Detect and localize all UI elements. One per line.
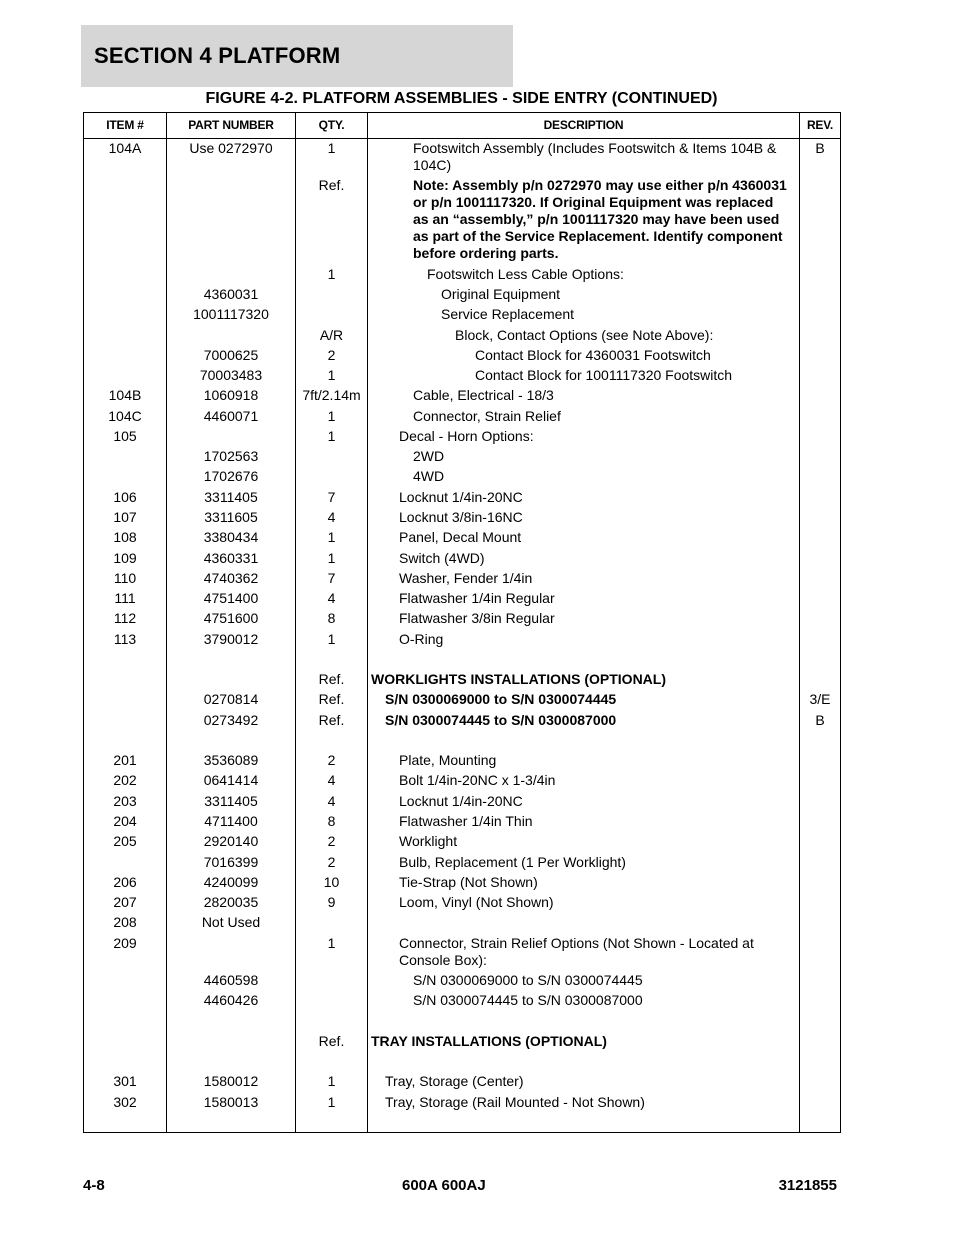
description-cell: Flatwasher 1/4in Thin [399, 813, 533, 829]
item-cell: 202 [113, 772, 137, 788]
item-cell: 112 [113, 610, 137, 626]
qty-cell: 1 [327, 140, 336, 156]
description-cell: 2WD [413, 448, 445, 464]
qty-cell: A/R [319, 327, 344, 343]
item-cell: 109 [113, 550, 137, 566]
part-number-cell: 3311605 [204, 509, 258, 525]
item-cell: 302 [113, 1094, 137, 1110]
item-cell: 301 [113, 1073, 137, 1089]
description-cell: Bolt 1/4in-20NC x 1-3/4in [399, 772, 556, 788]
qty-cell: 1 [327, 1094, 336, 1110]
description-cell: Tie-Strap (Not Shown) [399, 874, 538, 890]
qty-cell: 2 [327, 752, 336, 768]
qty-cell: 9 [327, 894, 336, 910]
column-divider [799, 113, 800, 1132]
qty-cell: 8 [327, 610, 336, 626]
part-number-cell: 4751400 [203, 590, 259, 606]
item-cell: 208 [113, 914, 137, 930]
description-cell: Switch (4WD) [399, 550, 485, 566]
qty-cell: 4 [327, 772, 336, 788]
description-cell: Locknut 1/4in-20NC [399, 489, 523, 505]
qty-cell: 4 [327, 793, 336, 809]
rev-cell: B [815, 140, 825, 156]
part-number-cell: 3536089 [203, 752, 259, 768]
description-cell: Washer, Fender 1/4in [399, 570, 533, 586]
qty-cell: 4 [327, 509, 336, 525]
item-cell: 113 [113, 631, 137, 647]
description-cell: TRAY INSTALLATIONS (OPTIONAL) [371, 1033, 607, 1049]
part-number-cell: 1580012 [203, 1073, 259, 1089]
description-cell: Plate, Mounting [399, 752, 497, 768]
qty-cell: 7 [327, 489, 336, 505]
description-cell: Bulb, Replacement (1 Per Worklight) [399, 854, 626, 870]
description-cell: Flatwasher 3/8in Regular [399, 610, 555, 626]
part-number-cell: 7000625 [203, 347, 259, 363]
rev-cell: B [815, 712, 825, 728]
header-qty: QTY. [318, 118, 345, 132]
qty-cell: 1 [327, 550, 336, 566]
description-cell: Original Equipment [441, 286, 561, 302]
part-number-cell: 4360331 [203, 550, 259, 566]
part-number-cell: 4711400 [204, 813, 258, 829]
qty-cell: Ref. [318, 712, 345, 728]
item-cell: 107 [113, 509, 137, 525]
description-cell: S/N 0300074445 to S/N 0300087000 [385, 712, 617, 728]
description-cell: Flatwasher 1/4in Regular [399, 590, 555, 606]
description-cell: Contact Block for 4360031 Footswitch [475, 347, 711, 363]
header-item: ITEM # [106, 118, 144, 132]
item-cell: 205 [113, 833, 137, 849]
part-number-cell: 4740362 [203, 570, 259, 586]
qty-cell: 7ft/2.14m [302, 387, 361, 403]
description-cell: Worklight [399, 833, 458, 849]
item-cell: 204 [113, 813, 137, 829]
item-cell: 203 [113, 793, 137, 809]
header-rev: REV. [806, 118, 834, 132]
parts-table [83, 112, 841, 1133]
description-cell: Loom, Vinyl (Not Shown) [399, 894, 554, 910]
item-cell: 104C [108, 408, 142, 424]
description-cell: Block, Contact Options (see Note Above): [455, 327, 714, 343]
part-number-cell: 4460426 [203, 992, 259, 1008]
qty-cell: Ref. [318, 177, 345, 193]
part-number-cell: 0273492 [203, 712, 259, 728]
description-cell: Connector, Strain Relief [413, 408, 561, 424]
item-cell: 108 [113, 529, 137, 545]
description-cell: S/N 0300074445 to S/N 0300087000 [413, 992, 643, 1008]
part-number-cell: 3311405 [204, 489, 258, 505]
section-header [81, 25, 513, 87]
qty-cell: 10 [323, 874, 340, 890]
description-cell: Decal - Horn Options: [399, 428, 534, 444]
qty-cell: 2 [327, 347, 336, 363]
qty-cell: 2 [327, 854, 336, 870]
item-cell: 209 [113, 935, 137, 951]
description-cell: Service Replacement [441, 306, 575, 322]
footer-model: 600A 600AJ [402, 1177, 486, 1194]
description-cell: 4WD [413, 468, 445, 484]
footer-doc-number: 3121855 [778, 1177, 837, 1194]
section-title: SECTION 4 PLATFORM [94, 43, 341, 68]
qty-cell: 1 [327, 266, 336, 282]
description-cell: Panel, Decal Mount [399, 529, 522, 545]
description-cell: Cable, Electrical - 18/3 [413, 387, 554, 403]
description-cell: O-Ring [399, 631, 444, 647]
qty-cell: 1 [327, 367, 336, 383]
item-cell: 111 [114, 590, 136, 606]
description-cell: Connector, Strain Relief Options (Not Shown - Located at Console Box): [399, 935, 754, 968]
part-number-cell: 70003483 [199, 367, 263, 383]
column-divider [367, 113, 368, 1132]
part-number-cell: 3380434 [203, 529, 259, 545]
qty-cell: 4 [327, 590, 336, 606]
item-cell: 104A [108, 140, 142, 156]
qty-cell: Ref. [318, 1033, 345, 1049]
header-description: DESCRIPTION [543, 118, 624, 132]
part-number-cell: 3790012 [203, 631, 259, 647]
rev-cell: 3/E [809, 691, 831, 707]
description-cell: WORKLIGHTS INSTALLATIONS (OPTIONAL) [371, 671, 667, 687]
qty-cell: Ref. [318, 671, 345, 687]
qty-cell: 1 [327, 1073, 336, 1089]
part-number-cell: 4360031 [203, 286, 259, 302]
part-number-cell: 4460071 [203, 408, 259, 424]
part-number-cell: Use 0272970 [189, 140, 273, 156]
header-part-number: PART NUMBER [188, 118, 274, 132]
qty-cell: 1 [327, 935, 336, 951]
part-number-cell: Not Used [201, 914, 261, 930]
qty-cell: 1 [327, 529, 336, 545]
description-cell: S/N 0300069000 to S/N 0300074445 [413, 972, 643, 988]
description-cell: Footswitch Assembly (Includes Footswitch & Items 104B & 104C) [413, 140, 777, 173]
qty-cell: 1 [327, 408, 336, 424]
description-cell: Tray, Storage (Center) [385, 1073, 524, 1089]
part-number-cell: 4460598 [203, 972, 259, 988]
part-number-cell: 1580013 [203, 1094, 259, 1110]
part-number-cell: 0270814 [203, 691, 259, 707]
description-cell: Locknut 1/4in-20NC [399, 793, 523, 809]
item-cell: 105 [113, 428, 137, 444]
part-number-cell: 7016399 [203, 854, 259, 870]
qty-cell: 1 [327, 428, 336, 444]
description-cell: Footswitch Less Cable Options: [427, 266, 624, 282]
item-cell: 206 [113, 874, 137, 890]
qty-cell: 7 [327, 570, 336, 586]
item-cell: 110 [113, 570, 137, 586]
description-cell: Contact Block for 1001117320 Footswitch [475, 367, 733, 383]
part-number-cell: 2920140 [203, 833, 259, 849]
part-number-cell: 1001117320 [193, 306, 269, 322]
part-number-cell: 4751600 [203, 610, 259, 626]
item-cell: 106 [113, 489, 137, 505]
part-number-cell: 0641414 [203, 772, 259, 788]
qty-cell: 1 [327, 631, 336, 647]
description-cell: Locknut 3/8in-16NC [399, 509, 523, 525]
part-number-cell: 3311405 [204, 793, 258, 809]
header-divider [84, 138, 840, 139]
part-number-cell: 4240099 [203, 874, 259, 890]
qty-cell: 2 [327, 833, 336, 849]
description-cell: S/N 0300069000 to S/N 0300074445 [385, 691, 617, 707]
qty-cell: 8 [327, 813, 336, 829]
footer-page-number: 4-8 [83, 1177, 105, 1194]
figure-title: FIGURE 4-2. PLATFORM ASSEMBLIES - SIDE ENTRY (CONTINUED) [205, 90, 718, 107]
part-number-cell: 2820035 [203, 894, 259, 910]
qty-cell: Ref. [318, 691, 345, 707]
part-number-cell: 1060918 [203, 387, 259, 403]
description-cell: Tray, Storage (Rail Mounted - Not Shown) [385, 1094, 645, 1110]
item-cell: 104B [108, 387, 142, 403]
part-number-cell: 1702563 [203, 448, 259, 464]
description-cell: Note: Assembly p/n 0272970 may use either p/n 4360031 or p/n 1001117320. If Original Equipment was replaced as an “assembly,” p/n 1001117320 may have been used as part of the Service Replacement. Identify component before ordering parts. [413, 177, 787, 261]
item-cell: 201 [113, 752, 137, 768]
part-number-cell: 1702676 [203, 468, 259, 484]
item-cell: 207 [113, 894, 137, 910]
